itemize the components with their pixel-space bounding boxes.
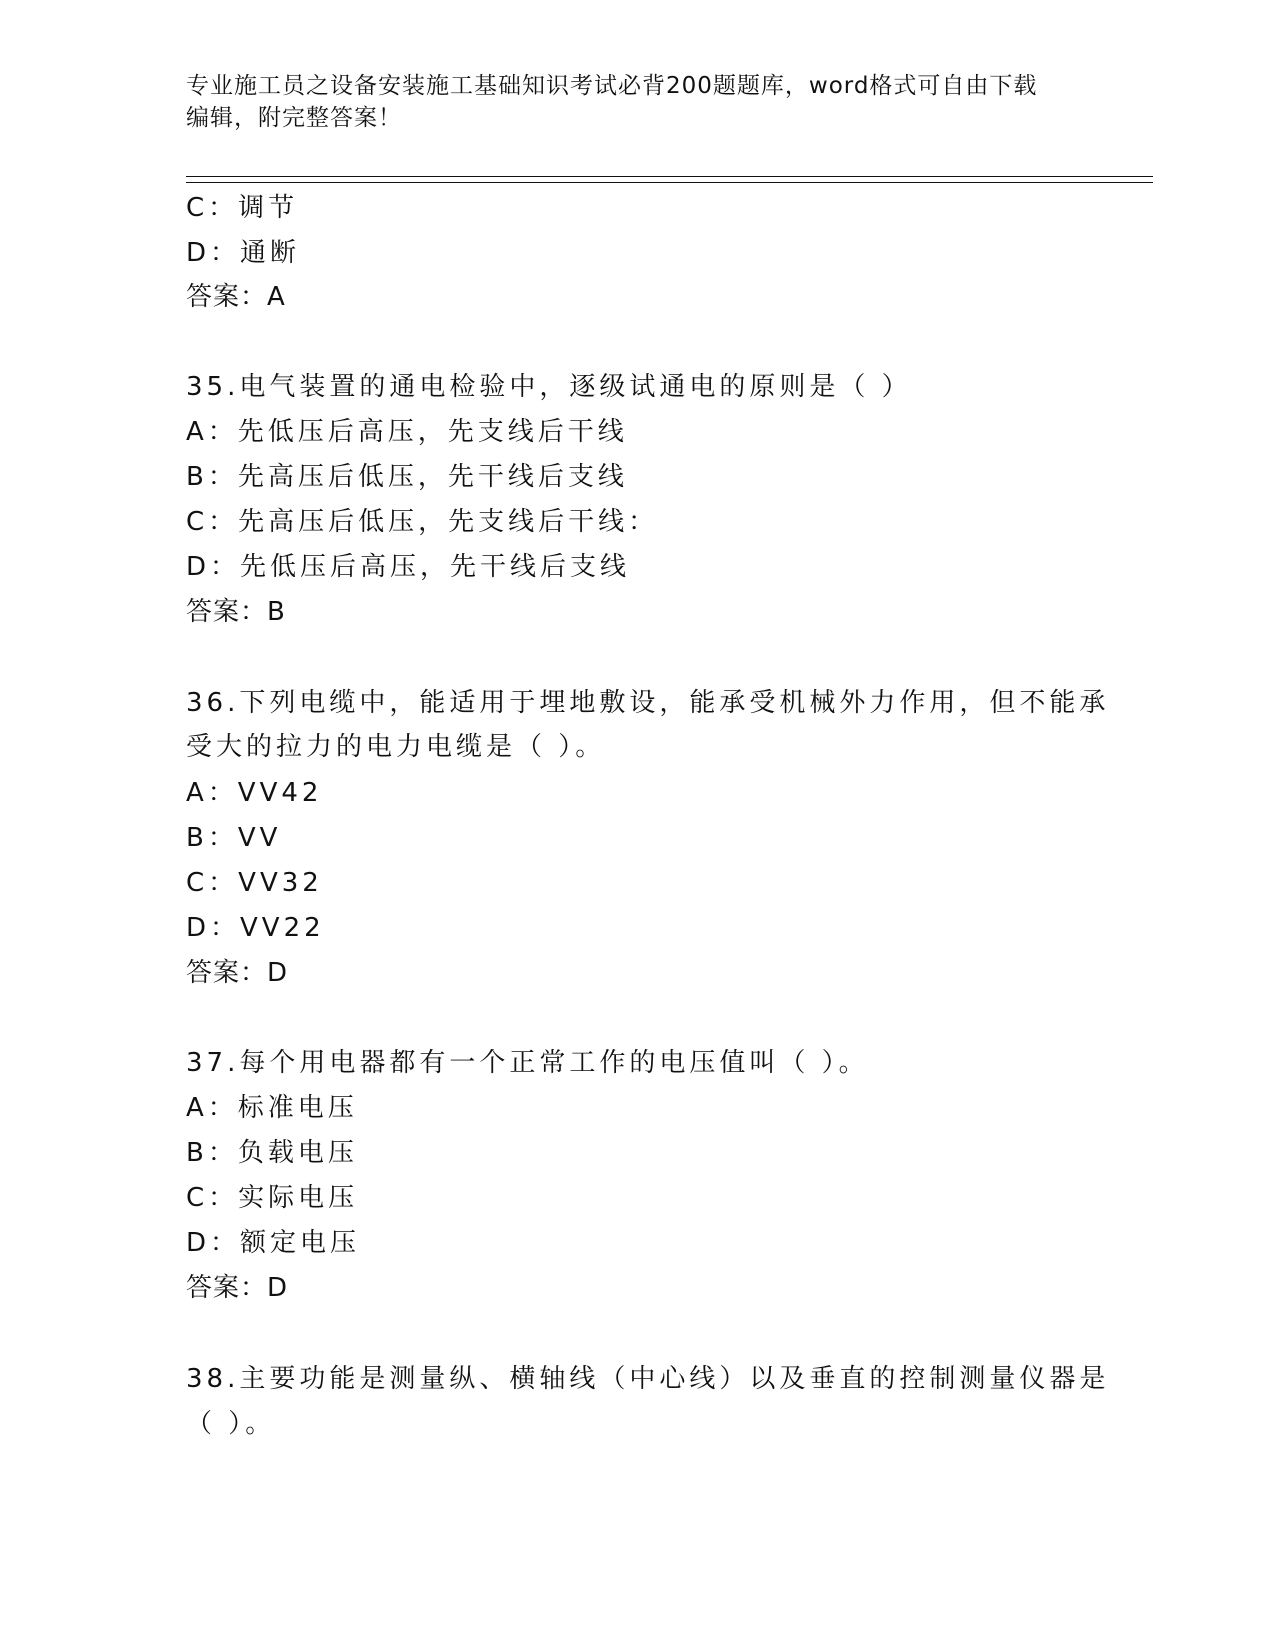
answer-prefix: 答案：	[186, 958, 268, 988]
question-36-answer	[186, 956, 288, 990]
question-35-option-c: C：先高压后低压，先支线后干线：	[186, 507, 659, 537]
question-36-option-b: B：VV	[186, 823, 282, 853]
answer-prefix: 答案：	[186, 597, 268, 627]
question-35-option-d: D：先低压后高压，先干线后支线	[186, 552, 631, 582]
header-divider-top	[186, 176, 1153, 177]
header-title-line1: 专业施工员之设备安装施工基础知识考试必背200题题库，word格式可自由下载	[186, 73, 1038, 99]
question-36-option-c: C：VV32	[186, 868, 323, 898]
question-37-answer	[186, 1271, 288, 1305]
question-35-option-a: A：先低压后高压，先支线后干线	[186, 417, 628, 447]
question-35-stem: 35.电气装置的通电检验中，逐级试通电的原则是（ ）	[186, 372, 912, 402]
prev-answer	[186, 280, 286, 314]
question-35-option-b: B：先高压后低压，先干线后支线	[186, 462, 628, 492]
question-36-option-d: D：VV22	[186, 913, 325, 943]
question-36-option-a: A：VV42	[186, 778, 323, 808]
question-37-option-d: D：额定电压	[186, 1228, 361, 1258]
answer-value: A	[267, 282, 286, 312]
answer-value: D	[267, 1273, 289, 1303]
question-35-answer	[186, 595, 286, 629]
document-header	[186, 70, 1086, 134]
answer-prefix: 答案：	[186, 282, 268, 312]
prev-option-d: D：通断	[186, 238, 301, 268]
question-36-stem-line1: 36.下列电缆中，能适用于埋地敷设，能承受机械外力作用，但不能承	[186, 688, 1110, 718]
question-37-option-a: A：标准电压	[186, 1093, 358, 1123]
prev-option-c: C：调节	[186, 193, 299, 223]
question-37-option-c: C：实际电压	[186, 1183, 359, 1213]
question-37-option-b: B：负载电压	[186, 1138, 358, 1168]
header-divider-bottom	[186, 182, 1153, 183]
question-36-stem-line2: 受大的拉力的电力电缆是（ ）。	[186, 732, 606, 762]
answer-value: D	[267, 958, 289, 988]
answer-value: B	[267, 597, 286, 627]
header-title-line2: 编辑，附完整答案！	[186, 105, 402, 131]
answer-prefix: 答案：	[186, 1273, 268, 1303]
question-38-stem-line2: （ ）。	[186, 1409, 276, 1439]
question-38-stem-line1: 38.主要功能是测量纵、横轴线（中心线）以及垂直的控制测量仪器是	[186, 1364, 1110, 1394]
question-37-stem: 37.每个用电器都有一个正常工作的电压值叫（ ）。	[186, 1048, 869, 1078]
